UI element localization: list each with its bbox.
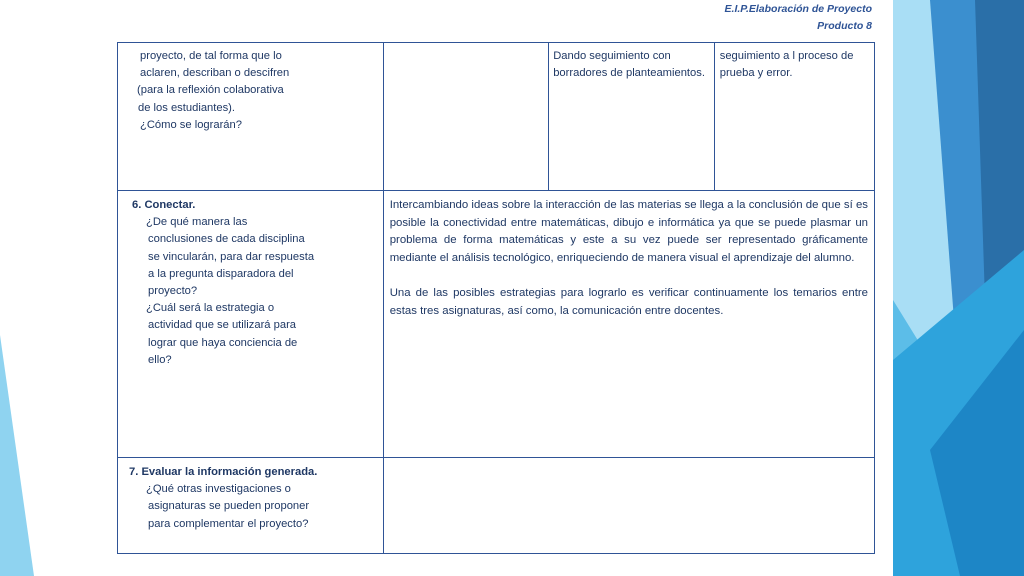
row3-answer-cell — [383, 458, 874, 554]
row3-line-3: para complementar el proyecto? — [148, 517, 309, 530]
row2-line-5: proyecto? — [148, 285, 198, 298]
row2-paragraph-1: Intercambiando ideas sobre la interacción de las materias se llega a la conclusión de que sí es posible la conectividad entre matemáticas, dibujo e informática ya que se puede plasmar un problema de forma matemáticas y este a su vez puede ser representado gráficamente mediante el análisis tecnológico, enriqueciendo de manera visual el aprendizaje del alumno. — [389, 199, 868, 264]
row3-left-cell — [118, 458, 384, 554]
row1-line-5: ¿Cómo se lograrán? — [140, 118, 242, 131]
row1-line-1: proyecto, de tal forma que lo — [140, 50, 282, 62]
row2-line-2: conclusiones de cada disciplina — [148, 233, 305, 246]
row1-col4-text: seguimiento a l proceso de prueba y error. — [719, 50, 854, 80]
row3-line-1: ¿Qué otras investigaciones o — [146, 483, 291, 496]
row1-line-2: aclaren, describan o descifren — [140, 67, 290, 80]
header-project-title: E.I.P.Elaboración de Proyecto — [724, 3, 872, 15]
table-row — [118, 458, 875, 554]
row1-line-3: (para la reflexión colaborativa — [137, 84, 284, 97]
row2-paragraph-2: Una de las posibles estrategias para lograrlo es verificar continuamente los temarios entre estas tres asignaturas, así como, la comunicación entre docentes. — [389, 287, 868, 317]
table-row — [118, 43, 875, 191]
row2-line-6: ¿Cuál será la estrategia o — [146, 302, 275, 315]
row2-line-1: ¿De qué manera las — [146, 216, 248, 229]
row2-answer-cell — [383, 191, 874, 458]
row2-line-8: lograr que haya conciencia de — [148, 336, 298, 349]
row1-line-4: de los estudiantes). — [138, 101, 236, 114]
row1-left-cell — [118, 43, 384, 191]
row2-line-4: a la pregunta disparadora del — [148, 267, 294, 280]
row1-col4-cell — [714, 43, 874, 191]
row2-line-3: se vincularán, para dar respuesta — [148, 250, 315, 263]
row1-col2-cell — [383, 43, 549, 191]
row1-col3-cell — [549, 43, 715, 191]
row3-line-2: asignaturas se pueden proponer — [148, 500, 310, 513]
project-table — [117, 42, 875, 554]
row2-heading: 6. Conectar. — [132, 199, 196, 211]
row2-line-9: ello? — [148, 353, 172, 366]
row2-left-cell — [118, 191, 384, 458]
header-product-number: Producto 8 — [817, 20, 872, 32]
table-row — [118, 191, 875, 458]
row3-heading: 7. Evaluar la información generada. — [129, 466, 318, 478]
row1-col3-text: Dando seguimiento con borradores de planteamientos. — [553, 50, 705, 80]
row2-line-7: actividad que se utilizará para — [148, 319, 297, 332]
